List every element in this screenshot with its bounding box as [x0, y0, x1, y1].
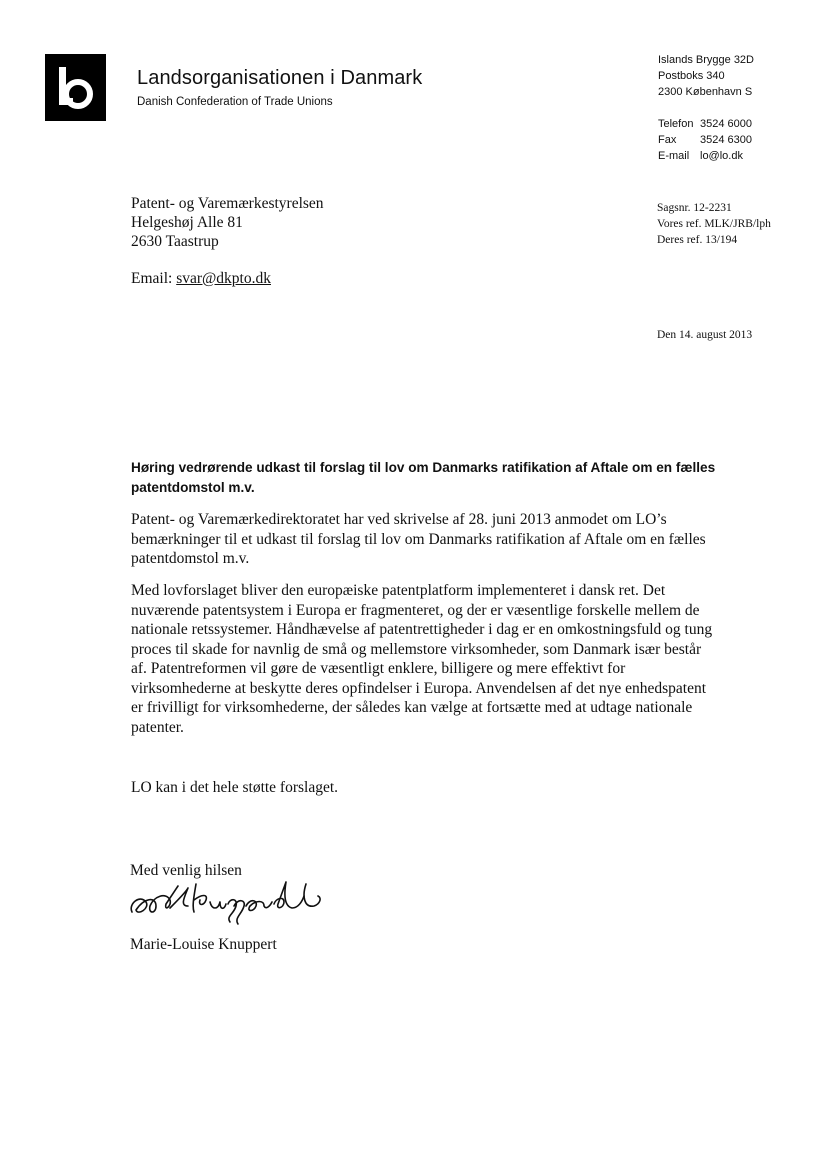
recipient-street: Helgeshøj Alle 81 — [131, 214, 243, 231]
our-reference: Vores ref. MLK/JRB/lph — [657, 218, 771, 230]
organisation-name-english: Danish Confederation of Trade Unions — [137, 96, 333, 108]
paragraph-3: LO kan i det hele støtte forslaget. — [131, 779, 339, 796]
paragraph-1: Patent- og Varemærkedirektoratet har ved skrivelse af 28. juni 2013 anmodet om LO’s bemærkninger til et udkast til forslag til lov om Danmarks ratifikation af Aftale om en fælles patentdomstol m.v. — [131, 511, 706, 567]
address-line-1: Islands Brygge 32D — [658, 54, 754, 66]
recipient-email-line — [131, 270, 271, 288]
fax-line — [658, 132, 752, 148]
fax-label: Fax — [658, 134, 677, 146]
letter-subject: Høring vedrørende udkast til forslag til lov om Danmarks ratifikation af Aftale om en fælles patentdomstol m.v. — [131, 460, 716, 495]
address-line-2: Postboks 340 — [658, 70, 725, 82]
your-reference: Deres ref. 13/194 — [657, 234, 738, 246]
signer-name: Marie-Louise Knuppert — [130, 936, 277, 953]
address-line-3: 2300 København S — [658, 86, 753, 98]
recipient-email-label: Email: — [131, 270, 173, 287]
email-value: lo@lo.dk — [700, 150, 743, 162]
fax-value: 3524 6300 — [700, 134, 752, 146]
letter-date: Den 14. august 2013 — [657, 329, 753, 341]
email-label: E-mail — [658, 150, 690, 162]
lo-logo — [45, 54, 106, 121]
recipient-email-link[interactable]: svar@dkpto.dk — [176, 270, 271, 287]
phone-line — [658, 116, 752, 132]
email-line — [658, 148, 743, 164]
organisation-name: Landsorganisationen i Danmark — [137, 67, 423, 89]
phone-value: 3524 6000 — [700, 118, 752, 130]
recipient-name: Patent- og Varemærkestyrelsen — [131, 195, 324, 212]
paragraph-2: Med lovforslaget bliver den europæiske patentplatform implementeret i dansk ret. Det nuværende patentsystem i Europa er fragmenteret, og der er væsentlige forskelle mellem de nationale retssystemer. Håndhævelse af patentrettigheder i dag er en omkostningsfuld og tung proces til skade for navnlig de små og mellemstore virksomheder, som Danmark især består af. Patentreformen vil gøre de væsentligt enklere, billigere og mere effektivt for virksomhederne at beskytte deres opfindelser i Europa. Anvendelsen af det nye enhedspatent er frivilligt for virksomhederne, der således kan vælge at fortsætte med at udtage nationale patenter. — [131, 582, 713, 736]
recipient-city: 2630 Taastrup — [131, 233, 219, 250]
handwritten-signature — [126, 876, 326, 930]
case-number: Sagsnr. 12-2231 — [657, 202, 732, 214]
phone-label: Telefon — [658, 118, 694, 130]
closing-greeting: Med venlig hilsen — [130, 862, 242, 879]
